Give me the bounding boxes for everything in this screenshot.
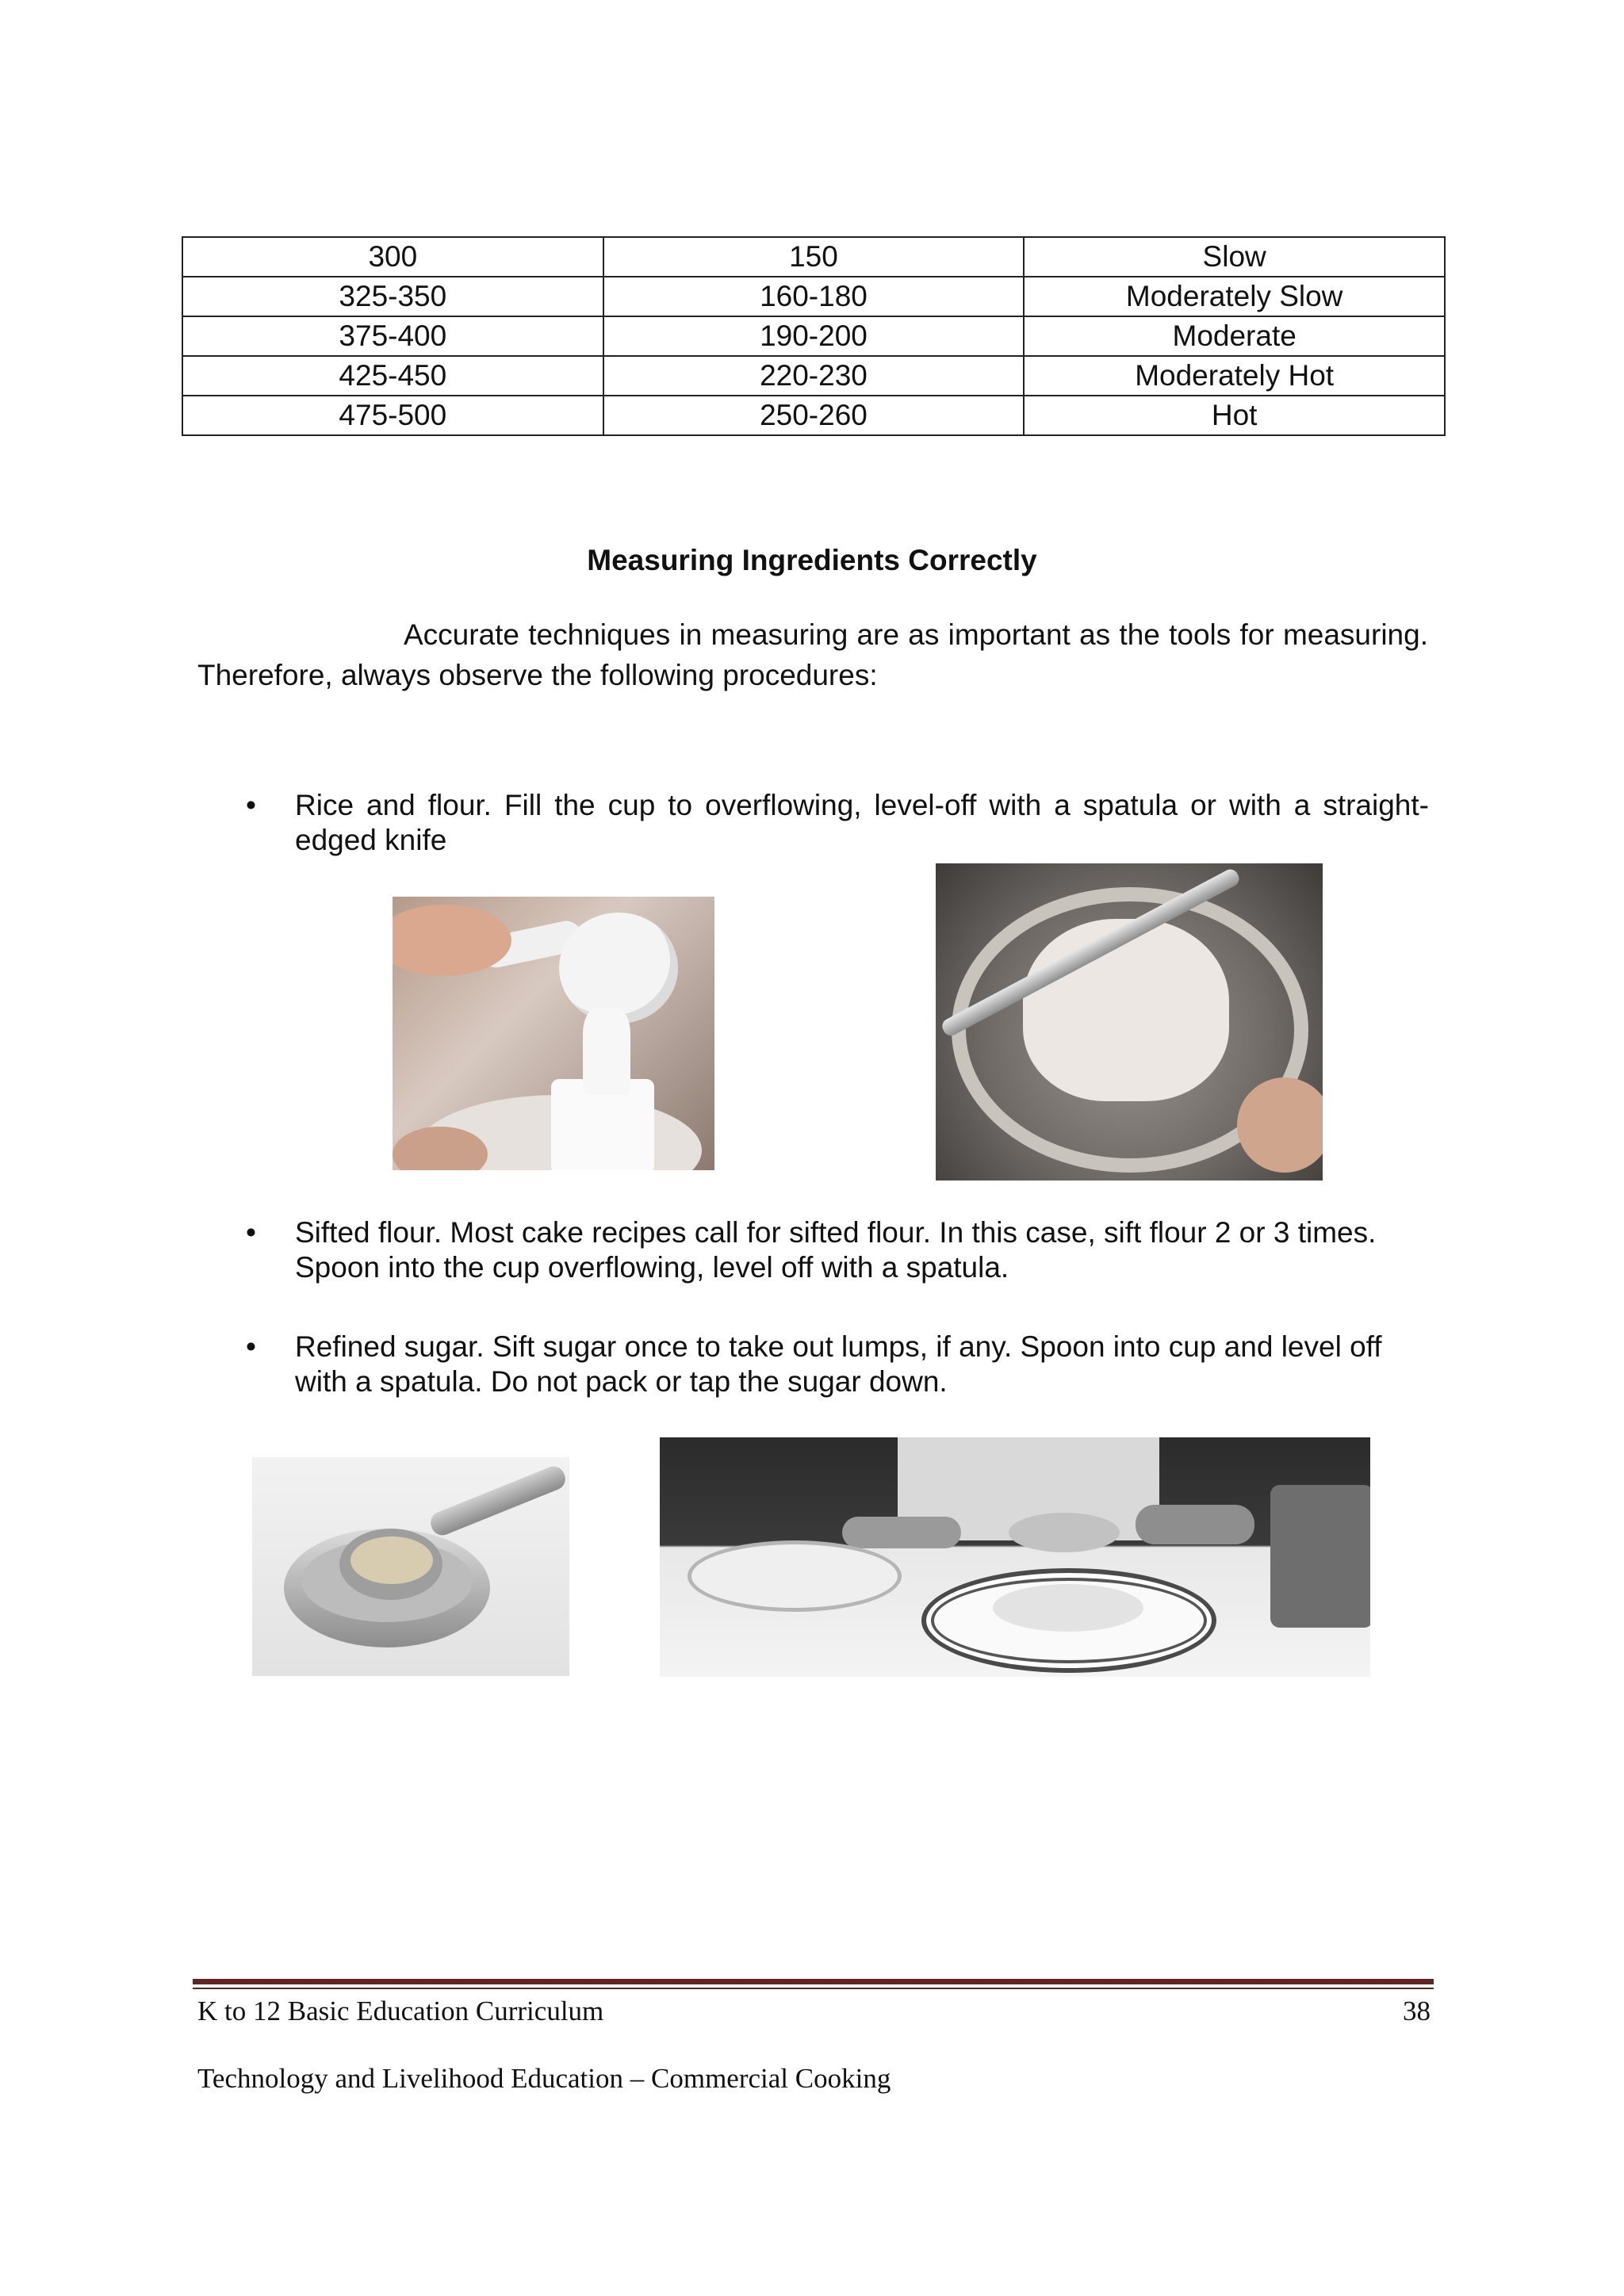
footer-curriculum: K to 12 Basic Education Curriculum	[197, 1996, 604, 2026]
table-cell: 190-200	[603, 316, 1025, 356]
bullet-icon: •	[246, 1330, 256, 1363]
table-cell: 375-400	[182, 316, 603, 356]
sugar-measuring-cup-photo	[252, 1457, 569, 1676]
list-item-text: Sifted flour. Most cake recipes call for sifted flour. In this case, sift flour 2 or 3 times. Spoon into the cup overflowing, level off with a spatula.	[295, 1216, 1377, 1284]
list-item	[246, 1330, 1429, 1399]
footer-rule	[193, 1979, 1434, 1984]
intro-paragraph: Accurate techniques in measuring are as important as the tools for measuring. Therefore, always observe the following procedures:	[197, 618, 1428, 691]
list-item	[246, 1215, 1429, 1285]
table-row	[182, 356, 1445, 396]
list-item-text: Rice and flour. Fill the cup to overflowing, level-off with a spatula or with a straight-edged knife	[295, 789, 1429, 856]
table-cell: 160-180	[603, 277, 1025, 316]
table-cell: Hot	[1024, 396, 1445, 435]
table-cell: 150	[603, 237, 1025, 277]
flour-leveling-photo	[936, 863, 1323, 1181]
table-cell: 220-230	[603, 356, 1025, 396]
section-heading: Measuring Ingredients Correctly	[587, 544, 1037, 576]
bullet-icon: •	[246, 789, 256, 821]
sifting-table-photo	[660, 1437, 1370, 1677]
bullet-icon: •	[246, 1216, 256, 1249]
footer-subject: Technology and Livelihood Education – Commercial Cooking	[197, 2063, 891, 2094]
table-cell: Moderately Hot	[1024, 356, 1445, 396]
table-row	[182, 237, 1445, 277]
table-cell: 325-350	[182, 277, 603, 316]
footer-rule-thin	[193, 1988, 1434, 1989]
table-cell: 425-450	[182, 356, 603, 396]
list-item	[246, 788, 1429, 858]
page-number: 38	[1403, 1996, 1431, 2026]
table-cell: Moderately Slow	[1024, 277, 1445, 316]
table-cell: 250-260	[603, 396, 1025, 435]
flour-pouring-photo	[393, 897, 714, 1170]
table-cell: Slow	[1024, 237, 1445, 277]
table-cell: Moderate	[1024, 316, 1445, 356]
table-cell: 300	[182, 237, 603, 277]
table-cell: 475-500	[182, 396, 603, 435]
table-row	[182, 277, 1445, 316]
table-row	[182, 316, 1445, 356]
list-item-text: Refined sugar. Sift sugar once to take out lumps, if any. Spoon into cup and level off with a spatula. Do not pack or tap the sugar down.	[295, 1330, 1382, 1398]
oven-temperature-table	[182, 236, 1446, 436]
table-row	[182, 396, 1445, 435]
